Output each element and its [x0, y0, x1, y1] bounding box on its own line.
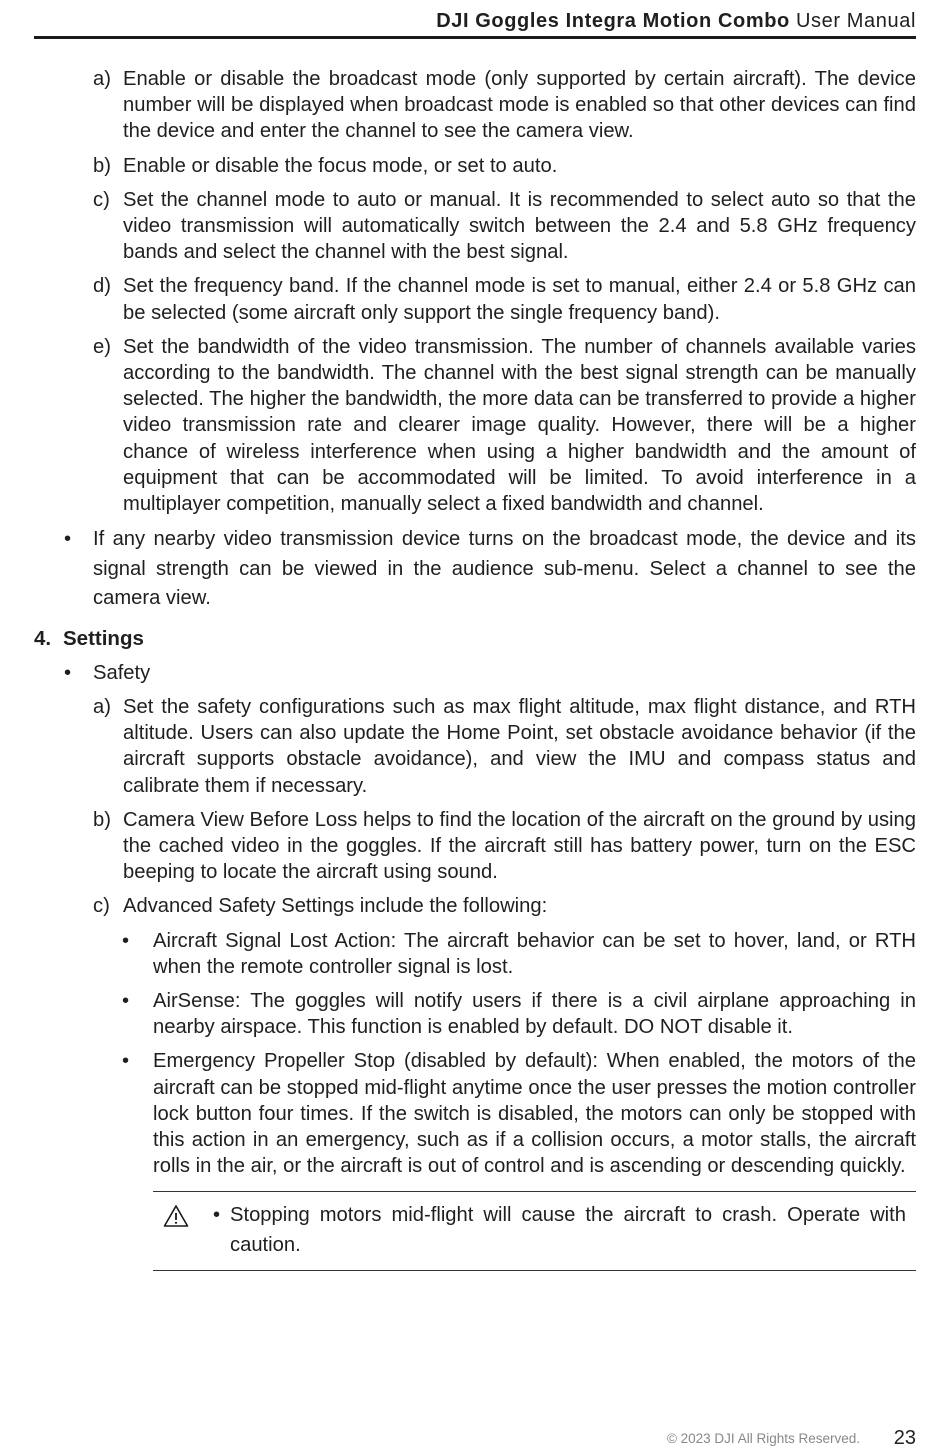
- broadcast-bullet: [34, 525, 916, 614]
- list-marker: c): [93, 895, 110, 918]
- warning-message: Stopping motors mid-flight will cause the aircraft to crash. Operate with caution.: [230, 1204, 906, 1257]
- list-item-text: Set the bandwidth of the video transmission. The number of channels available varies according to the bandwidth. The channel with the best signal strength can be manually selected. The higher the bandwidth, the more data can be transferred to provide a higher video transmission rate and clearer image quality. However, there will be a higher chance of wireless interference when using a higher bandwidth and the amount of equipment that can be accommodated will be limited. To avoid interference in a multiplayer competition, manually select a fixed bandwidth and channel.: [123, 335, 916, 516]
- list-item: [34, 66, 916, 145]
- header-product-title: DJI Goggles Integra Motion Combo: [436, 10, 790, 32]
- list-marker: a): [93, 68, 111, 90]
- list-item: [34, 334, 916, 517]
- sub-bullet-item: [34, 1048, 916, 1179]
- warning-triangle-icon: [163, 1204, 189, 1228]
- section-number: 4.: [34, 626, 52, 650]
- header-manual-label: User Manual: [796, 10, 916, 32]
- list-item-text: Set the channel mode to auto or manual. It is recommended to select auto so that the video transmission will automatically switch between the 2.4 and 5.8 GHz frequency bands and select the channel with the best signal.: [123, 188, 916, 264]
- section-title: Settings: [63, 626, 144, 650]
- warning-text: [213, 1200, 906, 1260]
- list-marker: b): [93, 154, 111, 177]
- list-item: [34, 273, 916, 325]
- list-item: [34, 893, 916, 919]
- list-item: [34, 694, 916, 799]
- footer-copyright: © 2023 DJI All Rights Reserved.: [666, 1431, 860, 1446]
- section-heading: [34, 626, 916, 652]
- page-header: [34, 8, 916, 39]
- safety-bullet: [34, 660, 916, 686]
- sub-bullet-item: [34, 928, 916, 980]
- list-item-text: Set the frequency band. If the channel mode is set to manual, either 2.4 or 5.8 GHz can be selected (some aircraft only support the single frequency band).: [123, 275, 916, 324]
- bullet-marker: •: [122, 929, 130, 952]
- list-marker: b): [93, 808, 111, 831]
- list-item-text: Advanced Safety Settings include the following:: [123, 895, 548, 918]
- list-item-text: Enable or disable the broadcast mode (only supported by certain aircraft). The device number will be displayed when broadcast mode is enabled so that other devices can find the device and enter the channel to see the camera view.: [123, 68, 916, 143]
- bullet-marker: •: [122, 1050, 130, 1073]
- list-marker: c): [93, 188, 110, 211]
- page-number: 23: [893, 1427, 916, 1449]
- list-item: [34, 187, 916, 266]
- bullet-text: Emergency Propeller Stop (disabled by default): When enabled, the motors of the aircraft can be stopped mid-flight anytime once the user presses the motion controller lock button four times. If the switch is disabled, the motors can only be stopped with this action in an emergency, such as if a collision occurs, a motor stalls, the aircraft rolls in the air, or the aircraft is out of control and is ascending or descending quickly.: [153, 1050, 916, 1178]
- list-marker: a): [93, 695, 111, 718]
- list-item: [34, 807, 916, 886]
- list-item-text: Camera View Before Loss helps to find the location of the aircraft on the ground by using the cached video in the goggles. If the aircraft still has battery power, turn on the ESC beeping to locate the aircraft using sound.: [123, 808, 916, 884]
- bullet-text: If any nearby video transmission device turns on the broadcast mode, the device and its signal strength can be viewed in the audience sub-menu. Select a channel to see the camera view.: [93, 528, 916, 610]
- sub-bullet-item: [34, 988, 916, 1040]
- list-item-text: Enable or disable the focus mode, or set to auto.: [123, 154, 558, 177]
- page-content: [34, 66, 916, 1271]
- bullet-marker: •: [64, 528, 72, 551]
- bullet-text: Aircraft Signal Lost Action: The aircraft behavior can be set to hover, land, or RTH when the remote controller signal is lost.: [153, 929, 916, 978]
- bullet-marker: •: [122, 989, 130, 1012]
- warning-box: [153, 1191, 916, 1271]
- bullet-text: Safety: [93, 661, 151, 684]
- list-marker: d): [93, 275, 111, 298]
- bullet-marker: •: [213, 1204, 221, 1227]
- list-item: [34, 153, 916, 179]
- bullet-marker: •: [64, 661, 72, 684]
- bullet-text: AirSense: The goggles will notify users if there is a civil airplane approaching in nearby airspace. This function is enabled by default. DO NOT disable it.: [153, 989, 916, 1039]
- list-item-text: Set the safety configurations such as max flight altitude, max flight distance, and RTH altitude. Users can also update the Home Point, set obstacle avoidance behavior (if the aircraft supports obstacle avoidance), and view the IMU and compass status and calibrate them if necessary.: [123, 695, 916, 797]
- list-marker: e): [93, 335, 111, 358]
